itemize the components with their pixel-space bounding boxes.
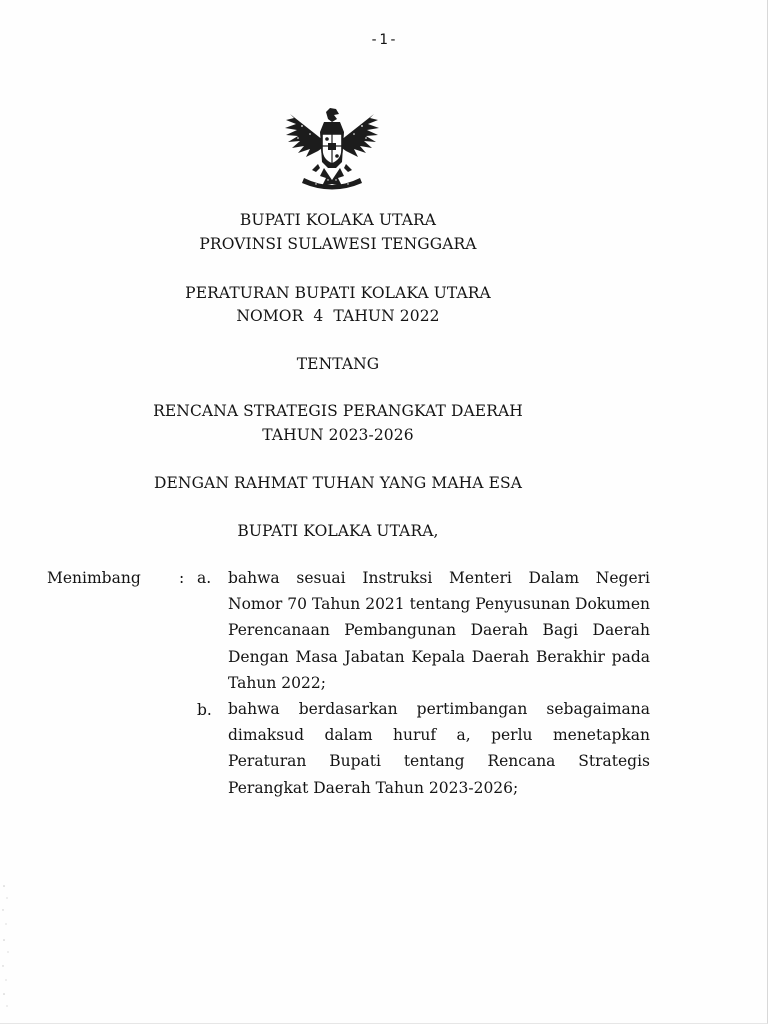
header-line-1: BUPATI KOLAKA UTARA bbox=[239, 211, 437, 229]
scan-margin-specks bbox=[0, 880, 14, 1020]
authority-line: BUPATI KOLAKA UTARA, bbox=[237, 522, 439, 540]
regulation-number: NOMOR 4 TAHUN 2022 bbox=[236, 307, 440, 325]
page-number: -1- bbox=[369, 32, 399, 48]
garuda-emblem-icon bbox=[282, 106, 382, 192]
considering-label: Menimbang bbox=[47, 569, 141, 587]
considering-item-a: bahwa sesuai Instruksi Menteri Dalam Negeri Nomor 70 Tahun 2021 tentang Penyusunan Dokumen Perencanaan Pembangunan Daerah Bagi Daerah Dengan Masa Jabatan Kepala Daerah Berakhir pada Tahun 2022; bbox=[228, 569, 650, 692]
item-marker-b: b. bbox=[197, 701, 212, 719]
considering-item-b: bahwa berdasarkan pertimbangan sebagaimana dimaksud dalam huruf a, perlu menetapkan Peraturan Bupati tentang Rencana Strategis Perangkat Daerah Tahun 2023-2026; bbox=[228, 700, 650, 797]
regulation-title: PERATURAN BUPATI KOLAKA UTARA bbox=[185, 284, 491, 302]
header-line-2: PROVINSI SULAWESI TENGGARA bbox=[199, 235, 477, 253]
item-marker-a: a. bbox=[197, 569, 212, 587]
about-heading: TENTANG bbox=[296, 355, 380, 373]
subject-line-2: TAHUN 2023-2026 bbox=[262, 426, 414, 444]
considering-colon: : bbox=[179, 569, 185, 587]
blessing-line: DENGAN RAHMAT TUHAN YANG MAHA ESA bbox=[153, 474, 523, 492]
subject-line-1: RENCANA STRATEGIS PERANGKAT DAERAH bbox=[153, 402, 523, 420]
